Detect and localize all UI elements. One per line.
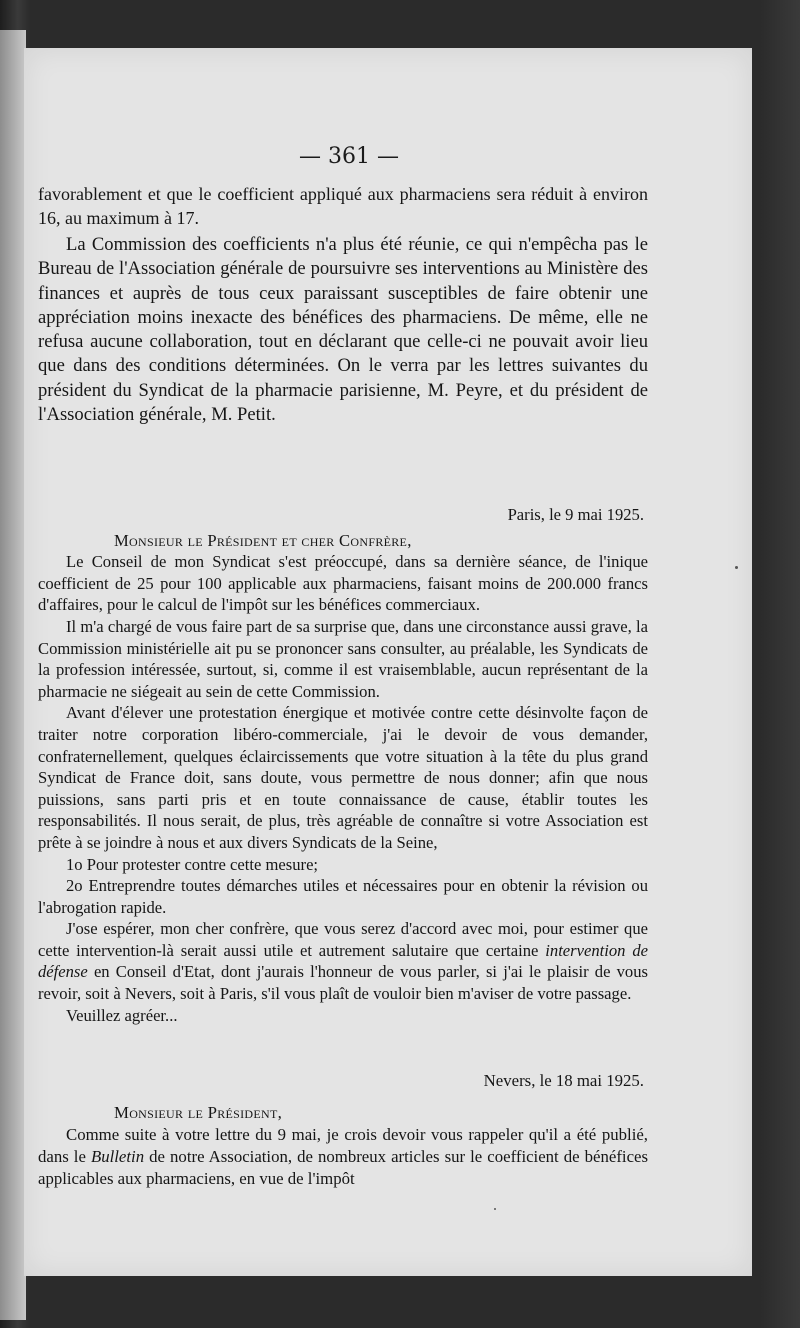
letter-peyre	[38, 504, 648, 1026]
letter1-paragraph-4	[38, 918, 648, 1004]
letter1-closing: Veuillez agréer...	[66, 1005, 178, 1025]
letter2-dateline: Nevers, le 18 mai 1925.	[483, 1071, 644, 1090]
letter2-paragraph-1-end: de notre Association, de nombreux articles sur le coefficient de bénéfices applicables aux pharmaciens, en vue de l'impôt	[38, 1147, 648, 1188]
letter1-paragraph-4-emphasis: intervention de défense	[38, 940, 648, 982]
letter2-paragraph-1-start: Comme suite à votre lettre du 9 mai, je crois devoir vous rappeler qu'il a été publié, dans le	[38, 1125, 648, 1166]
letter-petit	[38, 1070, 648, 1190]
letter1-paragraph-3: Avant d'élever une protestation énergique et motivée contre cette désinvolte façon de traiter notre corporation libéro-commerciale, j'ai le devoir de vous demander, confraternellement, quelques éclaircissements que votre situation à la tête du plus grand Syndicat de France doit, sans doute, vous permettre de nous donner; afin que nous puissions, sans parti pris et en toute connaissance de cause, établir toutes les responsabilités. Il nous serait, de plus, très agréable de connaître si votre Association est prête à se joindre à nous et aux divers Syndicats de la Seine,	[38, 703, 648, 852]
letter1-item-2: 2o Entreprendre toutes démarches utiles et nécessaires pour en obtenir la révision ou l'abrogation rapide.	[38, 876, 648, 917]
letter1-paragraph-1: Le Conseil de mon Syndicat s'est préoccupé, dans sa dernière séance, de l'inique coefficient de 25 pour 100 applicable aux pharmaciens, faisant moins de 200.000 francs d'affaires, pour le calcul de l'impôt sur les bénéfices commerciaux.	[38, 552, 648, 615]
paper-speck	[494, 1208, 496, 1210]
letter1-paragraph-4-start: J'ose espérer, mon cher confrère, que vous serez d'accord avec moi, pour estimer que cette intervention-là serait aussi utile et autrement salutaire que certaine	[38, 919, 648, 960]
page-number: — 361 —	[299, 144, 399, 169]
opening-text	[38, 182, 648, 230]
facing-page-edge	[0, 30, 26, 1320]
letter2-paragraph-1	[38, 1124, 648, 1190]
opening-paragraph: favorablement et que le coefficient appliqué aux pharmaciens sera réduit à environ 16, au maximum à 17.	[38, 184, 648, 228]
book-page	[24, 48, 752, 1276]
letter2-salutation: Monsieur le Président,	[114, 1103, 283, 1122]
paper-speck	[735, 566, 738, 569]
letter1-dateline: Paris, le 9 mai 1925.	[507, 505, 644, 524]
letter1-paragraph-2: Il m'a chargé de vous faire part de sa surprise que, dans une circonstance aussi grave, la Commission ministérielle ait pu se prononcer sans consulter, au préalable, les Syndicats de la profession intéressée, surtout, si, comme il est vraisemblable, aucun représentant de la pharmacie ne siégeait au sein de cette Commission.	[38, 616, 648, 701]
letter1-paragraph-4-end: en Conseil d'Etat, dont j'aurais l'honneur de vous parler, si j'ai le plaisir de vous revoir, soit à Nevers, soit à Paris, s'il vous plaît de vouloir bien m'aviser de votre passage.	[38, 962, 648, 1004]
letter1-item-1: 1o Pour protester contre cette mesure;	[66, 854, 319, 874]
letter2-paragraph-1-emphasis: Bulletin	[90, 1147, 145, 1166]
commission-paragraph: La Commission des coefficients n'a plus été réunie, ce qui n'empêcha pas le Bureau de l'Association générale de poursuivre ses interventions au Ministère des finances et auprès de tous ceux paraissant susceptibles de faire obtenir une appréciation moins inexacte des bénéfices des pharmaciens. De même, elle ne refusa aucune collaboration, tout en déclarant que celle-ci ne pouvait avoir lieu que dans des conditions déterminées. On le verra par les lettres suivantes du président du Syndicat de la pharmacie parisienne, M. Peyre, et du président de l'Association générale, M. Petit.	[38, 234, 648, 426]
commission-text	[38, 233, 648, 427]
letter1-salutation: Monsieur le Président et cher Confrère,	[114, 530, 412, 550]
